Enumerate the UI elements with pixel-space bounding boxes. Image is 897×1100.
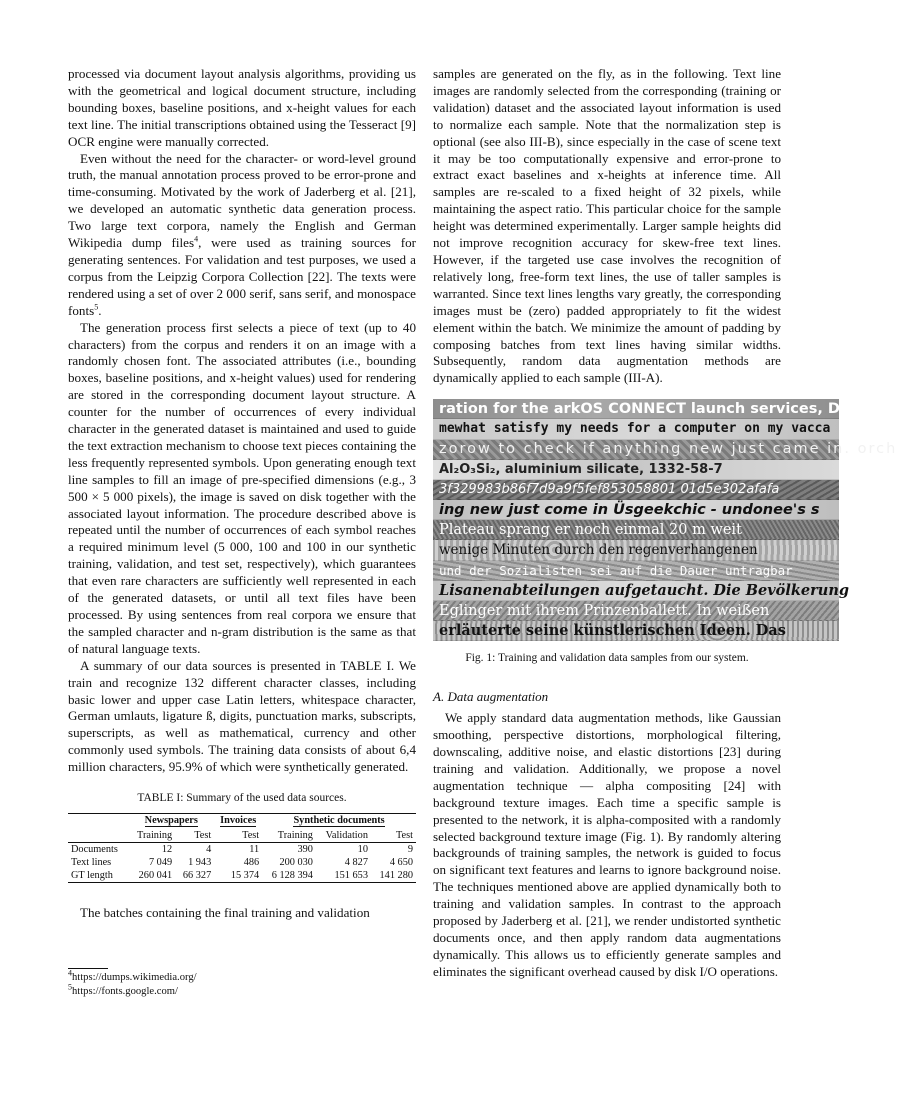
table-row-label: GT length (71, 870, 113, 882)
table-group-header-row (68, 814, 416, 830)
right-paragraph-2: We apply standard data augmentation methods, like Gaussian smoothing, perspective distortions, morphological filtering, downscaling, additive noise, and elastic distortions [23] during training and validation. Additionally, we propose a novel augmentation technique — alpha compositing [24] with background texture images. Each time a specific sample is presented to the network, it is alpha-composited with a randomly selected background texture image (Fig. 1). By randomly altering backgrounds of training samples, the network is guided to focus on significant text features and learns to ignore background noise. The techniques mentioned above are applied dynamically both to training and validation samples. In contrast to the approach proposed by Jaderberg et al. [21], we render undistorted synthetic documents once, and then apply random data augmentations dynamically. This allows us to efficiently generate samples and eliminates the significant overhead caused by disk I/O operations. (433, 710, 781, 979)
table-row (68, 856, 416, 869)
left-paragraph-1: processed via document layout analysis algorithms, providing us with the geometrical and logical document structure, including bounding boxes, baseline positions, and x-height values for each text line. The initial transcriptions obtained using the Tesseract [9] OCR engine were manually corrected. (68, 66, 416, 149)
footnote-5 (68, 981, 416, 999)
table-corner-cell (68, 814, 128, 830)
footnote-link[interactable]: https://dumps.wikimedia.org/ (72, 972, 197, 983)
sample-line: wenige Minuten durch den regenverhangenen (433, 540, 839, 560)
footnote-ref-4: 4 (194, 234, 199, 244)
table-cell: 260 041 (138, 870, 173, 882)
footnote-4 (68, 968, 416, 985)
table-row-label: Text lines (71, 857, 112, 869)
table-cell: 4 (206, 844, 212, 856)
right-paragraph-1: samples are generated on the fly, as in the following. Text line images are randomly selected from the corresponding (training or validation) dataset and the associated layout information is used to normalize each sample. Note that the normalization step is optional (see also III-B), since especially in the case of scene text it may be too computationally expensive and error-prone to extract exact baselines and x-heights at inference time. All samples are re-scaled to a fixed height of 32 pixels, while maintaining the aspect ratio. This particular choice for the sample height was determined experimentally. Larger sample heights did not improve recognition accuracy for skew-free text lines. However, if the targeted use case involves the recognition of relatively long, free-form text lines, the use of taller samples is warranted. Since text lines lengths vary greatly, the corresponding images must be (zero) padded appropriately to fit the widest element within the batch. We minimize the amount of padding by composing batches from text lines having similar widths. Subsequently, random data augmentation methods are dynamically applied to each sample (III-A). (433, 66, 781, 386)
table-cell: 4 827 (344, 857, 368, 869)
sample-line: Lisanenabteilungen aufgetaucht. Die Bevölkerung (433, 581, 839, 601)
sample-line: mewhat satisfy my needs for a computer on my vacca (433, 419, 839, 439)
table-cell: 11 (249, 844, 260, 856)
sample-line: und der Sozialisten sei auf die Dauer untragbar (433, 561, 839, 581)
table-cell: 6 128 394 (271, 870, 313, 882)
table-row (68, 869, 416, 883)
table-cell: 390 (297, 844, 313, 856)
table-subheader: Test (242, 830, 260, 842)
sample-line: ing new just come in Üsgeekchic - undonee's s (433, 500, 839, 520)
table-cell: 66 327 (182, 870, 212, 882)
table-row (68, 843, 416, 857)
table-cell: 12 (161, 844, 173, 856)
left-paragraph-2-part-b: , were used as training sources for generating sentences. For validation and test purposes, we used a corpus from the Leipzig Corpora Collection [22]. The texts were rendered using a set of over 2 000 serif, sans serif, and monospace fonts (68, 235, 416, 318)
table-subheader: Validation (325, 830, 368, 842)
right-column (433, 66, 897, 981)
sample-line: erläuterte seine künstlerischen Ideen. Das (433, 621, 839, 641)
table-subheader: Training (277, 830, 313, 842)
table-group-synthetic: Synthetic documents (293, 815, 385, 827)
footnotes (68, 968, 416, 998)
table-group-invoices: Invoices (220, 815, 257, 827)
table-cell: 10 (357, 844, 368, 856)
data-sources-table (68, 813, 416, 883)
table-cell: 9 (407, 844, 413, 856)
footnote-mark: 4 (68, 968, 72, 978)
sample-line: Eglinger mit ihrem Prinzenballett. In weißen (433, 601, 839, 621)
figure-training-samples (433, 399, 897, 641)
table-cell: 15 374 (230, 870, 260, 882)
figure-caption: Fig. 1: Training and validation data samples from our system. (465, 652, 749, 665)
table-subheader: Training (137, 830, 173, 842)
left-paragraph-3: The generation process first selects a piece of text (up to 40 characters) from the corpus and renders it on an image with a randomly chosen font. The associated attributes (i.e., bounding boxes, baseline positions, and x-height values) used for rendering are stored in the corresponding document layout structure. A counter for the number of occurrences of every individual character in the generated dataset is maintained and used to guide the text extraction mechanism to choose text pieces containing the less frequently represented symbols. Upon generating enough text line samples to fill an image of pre-specified dimensions (e.g., 3 500 × 5 000 pixels), the image is saved on disk together with the associated layout information. The procedure described above is repeated until the number of occurrences of each symbol reaches a required minimum level (5 000, 100 and 100 in our synthetic training, validation, and test set, respectively), which guarantees that even rare characters are sufficiently well represented in each of the generated datasets, or until all text files have been processed. By using sentences from real corpora we ensure that the sampled character and n-gram distribution is the same as that of natural language texts. (68, 319, 416, 656)
table-cell: 1 943 (188, 857, 212, 869)
left-paragraph-4: A summary of our data sources is presented in TABLE I. We train and recognize 132 different character classes, including basic lower and upper case Latin letters, whitespace character, German umlauts, ligature ß, digits, punctuation marks, subscripts, superscripts, as well as mathematical, currency and other commonly used symbols. The training data consists of about 6,4 million characters, 95.9% of which were synthetically generated. (68, 657, 416, 775)
table-cell: 486 (243, 857, 260, 869)
table-caption: TABLE I: Summary of the used data sources. (137, 792, 347, 805)
footnote-mark: 5 (68, 981, 72, 991)
footnote-rule (68, 968, 108, 969)
table-cell: 7 049 (148, 857, 173, 869)
sample-line: ration for the arkOS CONNECT launch services, D (433, 399, 839, 419)
table-group-newspapers: Newspapers (144, 815, 198, 827)
table-cell: 151 653 (334, 870, 368, 882)
table-row-label: Documents (71, 844, 118, 856)
left-column (68, 66, 416, 922)
left-paragraph-2-part-a: Even without the need for the character- or word-level ground truth, the manual annotation process proved to be error-prone and time-consuming. Motivated by the work of Jaderberg et al. [21], we developed an automatic synthetic data generation process. Two large text corpora, namely the English and German Wikipedia dump files (68, 150, 416, 251)
table-cell: 141 280 (379, 870, 413, 882)
footnote-link[interactable]: https://fonts.google.com/ (72, 985, 178, 997)
table-subheader: Test (194, 830, 212, 842)
sample-line: zorow to check if anything new just came in. orch (433, 440, 839, 460)
table-subheader-row (68, 829, 416, 843)
footnote-ref-5: 5 (94, 302, 99, 312)
table-subheader: Test (395, 830, 413, 842)
sample-line: Plateau sprang er noch einmal 20 m weit (433, 520, 839, 540)
table-cell: 200 030 (279, 857, 313, 869)
left-paragraph-2 (68, 151, 416, 320)
sample-line: 3f329983b86f7d9a9f5fef853058801 01d5e302afafa (433, 480, 839, 500)
subsection-heading: A. Data augmentation (433, 689, 549, 705)
table-cell: 4 650 (389, 857, 413, 869)
sample-line: Al₂O₃Si₂, aluminium silicate, 1332-58-7 (433, 460, 839, 480)
left-paragraph-2-part-c: . (98, 302, 102, 318)
left-paragraph-5: The batches containing the final training and validation (80, 905, 370, 921)
